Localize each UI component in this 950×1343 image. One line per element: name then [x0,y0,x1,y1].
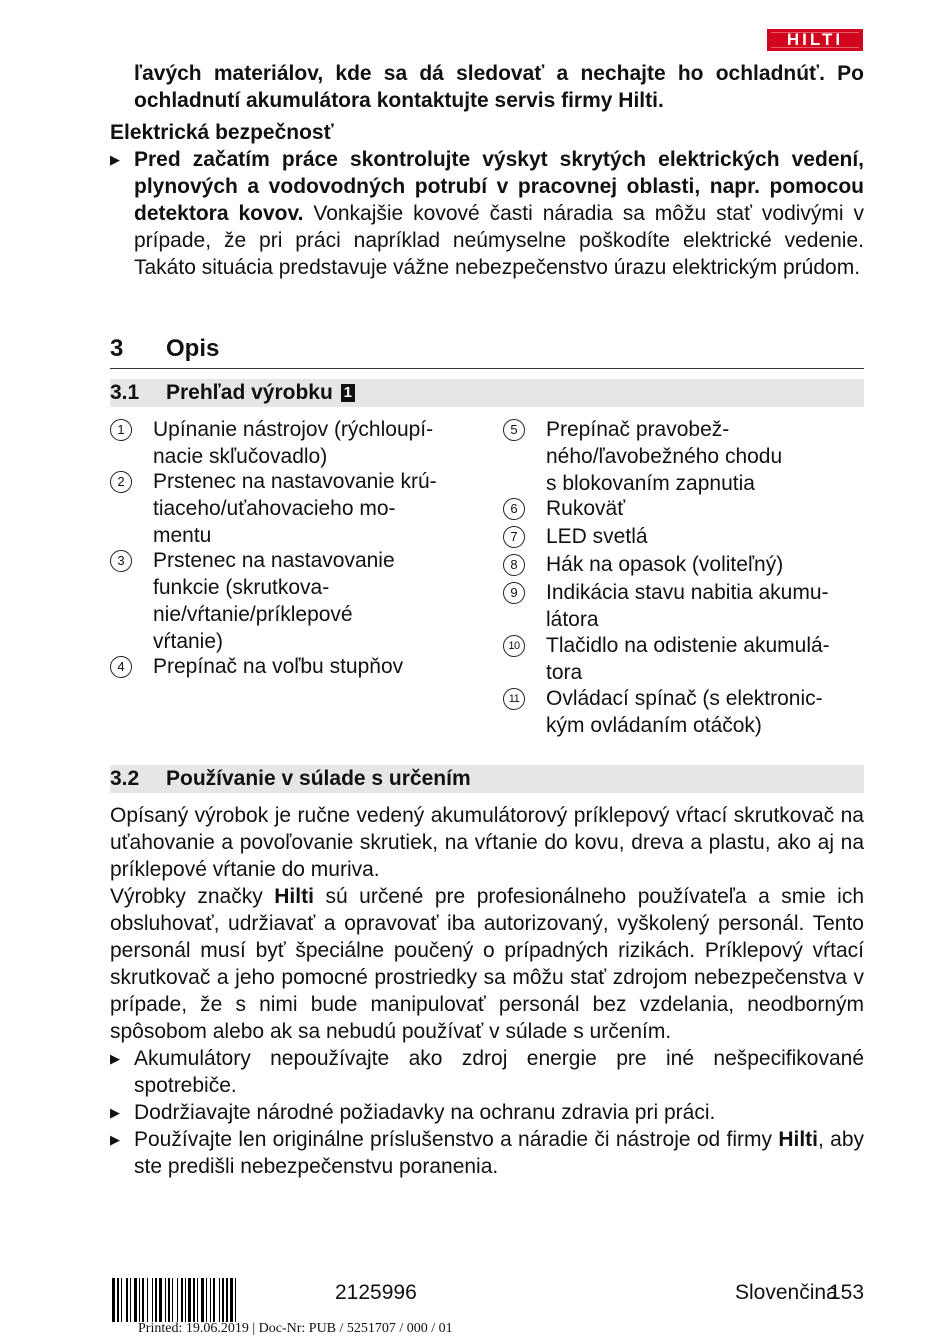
list-item-line: tora [546,661,583,684]
paragraph-text: Výrobky značky [110,885,275,908]
list-item-line: ného/ľavobežného chodu [546,445,783,468]
footer-language: Slovenčina [735,1281,838,1304]
section-3-1-title: Prehľad výrobku [166,381,333,404]
electrical-warning-text: Vonkajšie kovové časti náradia sa môžu stať vodivými v prípade, že pri práci napríklad neúmyselne poškodíte elektrické vedenie. Takáto situácia predstavuje vážne nebezpečenstvo úrazu elektrickým prúdom. [134,202,864,279]
list-item-text [546,523,856,550]
circled-number-icon: 6 [503,498,525,520]
list-item-text [546,685,856,739]
circled-number-icon: 3 [110,550,132,572]
circled-number-icon: 2 [110,471,132,493]
page-number: 153 [829,1281,865,1304]
bullet-icon: ▶ [110,1051,120,1066]
intro-line-2: ochladnutí akumulátora kontaktujte servis firmy Hilti. [134,89,664,112]
paragraph-text: sú určené pre profesionálneho používateľa a smie ich obsluhovať, udržiavať a opravovať iba autorizovaný, vyškolený personál. Tento personál musí byť špeciálne poučený o prípadných rizikách. Príklepový vŕtací skrutkovač a jeho pomocné prostriedky sa môžu stať zdrojom nebezpečenstva v prípade, že s nimi bude manipulovať personál bez vzdelania, neodborným spôsobom alebo ak sa nebudú používať v súlade s určením. [110,885,864,1043]
brand-name: Hilti [778,1128,819,1151]
barcode-bar [126,1278,128,1322]
electrical-safety-paragraph [134,146,864,281]
list-item-line: Prepínač pravobež- [546,418,730,441]
list-item-line: tiaceho/uťahovacieho mo- [153,497,396,520]
barcode-bar [188,1278,191,1322]
list-item-line: Upínanie nástrojov (rýchloupí- [153,418,434,441]
barcode-bar [121,1278,122,1322]
doc-code: 2125996 [335,1281,417,1304]
list-item-line: funkcie (skrutkova- [153,576,330,599]
bullet-icon: ▶ [110,152,120,167]
barcode-bar [219,1278,220,1322]
intended-use-bullet-3 [134,1126,864,1180]
barcode-bar [206,1278,207,1322]
intended-use-bullet-2: Dodržiavajte národné požiadavky na ochranu zdravia pri práci. [134,1101,716,1124]
circled-number-icon: 8 [503,554,525,576]
section-3-title: Opis [166,335,220,362]
section-3-2-number: 3.2 [110,767,140,790]
barcode-bar [210,1278,211,1322]
list-item-line: Rukoväť [546,497,626,520]
list-item-line: nacie skľučovadlo) [153,445,328,468]
barcode-bar [185,1278,186,1322]
barcode-bar [168,1278,170,1322]
barcode-bar [152,1278,153,1322]
intended-use-bullet-1: Akumulátory nepoužívajte ako zdroj energie pre iné nešpecifikované spotrebiče. [134,1047,864,1097]
barcode-bar [226,1278,228,1322]
list-item-line: Tlačidlo na odistenie akumulá- [546,634,830,657]
section-3-heading [110,335,864,369]
barcode-bar [230,1278,233,1322]
electrical-safety-heading: Elektrická bezpečnosť [110,121,334,144]
circled-number-icon: 9 [503,582,525,604]
list-item-line: látora [546,608,599,631]
section-3-2-heading [110,765,864,793]
intended-use-paragraph-1: Opísaný výrobok je ručne vedený akumulátorový príklepový vŕtací skrutkovač na uťahovanie a povoľovanie skrutiek, na vŕtanie do kovu, dreva a plastu, ako aj na príklepové vŕtanie do muriva. [110,804,864,881]
circled-number-icon: 11 [503,688,525,710]
barcode-bar [165,1278,166,1322]
list-item-line: Prstenec na nastavovanie [153,549,395,572]
circled-number-icon: 10 [503,635,525,657]
brand-name: Hilti [274,885,314,908]
list-item-line: Prepínač na voľbu stupňov [153,655,404,678]
section-3-2-title: Používanie v súlade s určením [166,767,471,790]
list-item-line: Prstenec na nastavovanie krú- [153,470,437,493]
list-item-text [153,416,463,470]
list-item-line: LED svetlá [546,525,648,548]
circled-number-icon: 4 [110,656,132,678]
barcode-bar [193,1278,195,1322]
figure-reference-badge: 1 [341,384,355,402]
intro-text [134,60,864,114]
barcode-bar [197,1278,198,1322]
electrical-warning-bold: Pred začatím práce skontrolujte výskyt skrytých elektrických vedení, plynových a vodovodných potrubí v pracovnej oblasti, napr. pomocou detektora kovov. [134,148,864,225]
list-item-text [546,495,856,522]
section-3-1-heading [110,379,864,407]
list-item-line: kým ovládaním otáčok) [546,714,762,737]
section-3-number: 3 [110,335,124,362]
list-item-line: vŕtanie) [153,630,224,653]
list-item-line: Ovládací spínač (s elektronic- [546,687,823,710]
list-item-line: nie/vŕtanie/príklepové [153,603,353,626]
list-item-line: Indikácia stavu nabitia akumu- [546,581,829,604]
barcode-bar [147,1278,148,1322]
printed-info: Printed: 19.06.2019 | Doc-Nr: PUB / 5251707 / 000 / 01 [138,1321,453,1336]
list-item-line: mentu [153,524,212,547]
bullet-icon: ▶ [110,1105,120,1120]
bullet-text: , aby ste predišli nebezpečenstvu poranenia. [134,1128,865,1178]
barcode-bar [213,1278,215,1322]
bullet-icon: ▶ [110,1132,120,1147]
barcode-bar [112,1278,115,1322]
list-item-text [546,632,856,686]
barcode-bar [134,1278,137,1322]
barcode-bar [181,1278,183,1322]
list-item-text [546,579,856,633]
list-item-text [546,551,856,578]
barcode-bar [235,1278,236,1322]
barcode-bar [222,1278,224,1322]
list-item-text [153,547,463,655]
barcode-bar [142,1278,144,1322]
list-item-text [546,416,856,497]
intended-use-paragraph-2 [110,883,864,1045]
barcode-bar [201,1278,204,1322]
circled-number-icon: 5 [503,419,525,441]
barcode-bar [117,1278,119,1322]
barcode-image [112,1278,318,1322]
list-item-text [153,468,463,549]
list-item-line: s blokovaním zapnutia [546,472,755,495]
hilti-logo: HILTI [767,29,863,51]
section-3-1-number: 3.1 [110,381,140,404]
list-item-line: Hák na opasok (voliteľný) [546,553,784,576]
barcode-bar [139,1278,140,1322]
bullet-text: Používajte len originálne príslušenstvo a náradie či nástroje od firmy [134,1128,779,1151]
barcode-bar [159,1278,162,1322]
list-item-text [153,653,463,680]
circled-number-icon: 7 [503,526,525,548]
barcode-bar [172,1278,173,1322]
barcode-bar [155,1278,157,1322]
circled-number-icon: 1 [110,419,132,441]
barcode-bar [130,1278,131,1322]
barcode-bar [177,1278,178,1322]
intro-line-1: ľavých materiálov, kde sa dá sledovať a nechajte ho ochladnúť. Po [134,62,864,85]
